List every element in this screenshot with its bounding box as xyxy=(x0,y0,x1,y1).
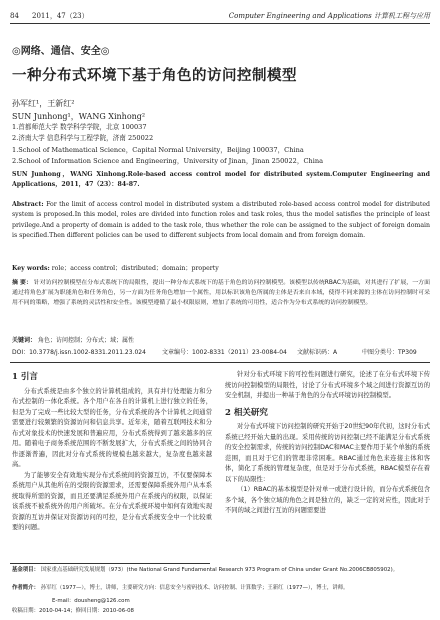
affiliation: 1.首都师范大学 数学科学学院，北京 100037 xyxy=(12,123,147,131)
email: E-mail：dousheng@126.com xyxy=(52,598,130,604)
article-meta xyxy=(12,347,430,359)
dates: 收稿日期：2010-04-14；修回日期：2010-06-08 xyxy=(12,608,134,614)
keywords-cn-text: 角色；访问控制；分布式；域；属性 xyxy=(37,337,134,344)
clc-number: 中图分类号：TP309 xyxy=(362,349,417,356)
affiliation: 1.School of Mathematical Science，Capital Normal University，Beijing 100037，China xyxy=(12,146,304,154)
footnote-author xyxy=(12,584,430,593)
section-heading: 2 相关研究 xyxy=(225,407,268,418)
document-code: 文献标识码：A xyxy=(297,349,338,356)
citation: SUN Junhong，WANG Xinhong.Role-based access control model for distributed system.Computer Engineering and Applications，2011，47（23）：84-87. xyxy=(12,171,430,189)
keywords-en-text: role；access control；distributed；domain；property xyxy=(51,265,219,272)
paragraph: 对分布式环境下访问控制的研究开始于20世纪90年代初，这时分布式系统已经开始大量的出现。采用传统的访问控制已经不能满足分布式系统的安全控制需求，传统的访问控制DAC和MAC主要作用于某个单独的系统范围，而且对于它们的管理非常困难。RBAC通过角色来连接主体和客体，简化了系统的管理复杂度，但是对于分布式系统，RBAC模型存在着以下的局限性： xyxy=(225,423,430,483)
issue-info: 2011，47（23） xyxy=(32,12,89,20)
authors-cn: 孙军红¹，王新红² xyxy=(12,99,75,108)
authors-en: SUN Junhong¹，WANG Xinhong² xyxy=(12,112,146,121)
paragraph: 针对分布式环境下的可控性问题进行研究，论述了在分布式环境下传统访问控制模型的局限性，讨论了分布式环境多个域之间进行资源互访的安全机制，并提出一种基于角色的分布式环境访问控制模型。 xyxy=(225,371,430,399)
paragraph: （1）RBAC的基本模型是针对单一或进行设计的，而分布式系统包含多个域，各个独立域的角色之间是独立的，缺乏一定的对应性，因此对于不同的域之间进行互访的问题需要进 xyxy=(225,486,430,514)
abstract-en-label: Abstract: xyxy=(12,201,44,208)
doi: DOI：10.3778/j.issn.1002-8331.2011.23.024 xyxy=(12,349,146,356)
fund-label: 基金项目： xyxy=(12,567,39,573)
keywords-en-label: Key words: xyxy=(12,265,50,272)
affiliation: 2.School of Information Science and Engineering，University of Jinan，Jinan 250022，China xyxy=(12,157,324,165)
section-heading: 1 引言 xyxy=(12,372,38,382)
left-column xyxy=(12,370,212,534)
keywords-cn xyxy=(12,335,134,344)
affiliation: 2.济南大学 信息科学与工程学院，济南 250022 xyxy=(12,134,154,142)
keywords-en xyxy=(12,263,430,272)
paragraph: 为了能够安全有效地实现分布式系统间的资源互访，不仅要保障本系统用户从其他所在的受限的资源需求，还需要保障系统外用户从本系统取得所需的资源，而且还要满足系统外用户在系统内的权限，以保证该系统不被系统外的用户所破坏。在分布式系统环境中如何有效地实现资源的互访并保证对资源访问的可控，是分布式系统安全中一个比较重要的问题。 xyxy=(12,471,212,531)
fund-text: 国家重点基础研究发展规划（973）(the National Grand Fundamental Research 973 Program of China under Grant No.2006CB805902)。 xyxy=(40,567,399,573)
abstract-en xyxy=(12,200,430,242)
abstract-cn-label: 摘 要： xyxy=(12,280,32,286)
running-header xyxy=(10,8,430,24)
paragraph: 分布式系统是由多个独立的计算机组成的，具有并行处理能力和分布式控制的一体化系统。各个用户在各自的计算机上进行独立的任务，但是为了完成一些比较大型的任务，分布式系统的各个计算机之间通常需要进行较频繁的资源访问和信息共享。近年来，随着互联网技术和分布式对象技术的快速发展和普遍应用，分布式系统得到了越来越多的应用。随着电子商务系统范围的不断发展扩大，分布式系统之间的协同合作逐渐普遍，因此对分布式系统的规模也越来越大，复杂度也越来越高。 xyxy=(12,387,212,468)
page-number: 84 xyxy=(10,12,19,20)
divider xyxy=(10,362,430,363)
keywords-cn-label: 关键词： xyxy=(12,337,37,344)
right-column xyxy=(225,370,430,517)
footnote-fund xyxy=(12,566,430,575)
abstract-cn-text: 针对访问控制模型在分布式系统下的局限性，提出一种分布式系统下的基于角色的访问控制模型。该模型以传统RBAC为基础，对其进行了扩展，一方面通过将角色扩展为职能角色和任务角色，另一方面为任务角色增加一个属性，用以标识该角色所属的主体是否来自本域，使得不同来源的主体在访问控制时可采用不同的策略，增强了系统的灵活性和安全性。该模型遵循了最小权限原则，增加了系统的可用性，适合作为分布式系统的访问控制模型。 xyxy=(12,280,430,307)
paper-title: 一种分布式环境下基于角色的访问控制模型 xyxy=(12,67,297,84)
footnote-divider xyxy=(10,563,210,564)
journal-name: Computer Engineering and Applications 计算机工程与应用 xyxy=(228,12,430,20)
section-label: ◎网络、通信、安全◎ xyxy=(12,46,110,57)
article-number: 文章编号：1002-8331（2011）23-0084-04 xyxy=(162,349,287,356)
author-label: 作者简介： xyxy=(12,585,39,591)
abstract-cn xyxy=(12,278,430,309)
author-text: 孙军红（1977—），博士，讲师，主要研究方向：信息安全与密码技术、访问控制、计算数学；王新红（1977—），博士，讲师。 xyxy=(40,585,349,591)
abstract-en-text: For the limit of access control model in distributed system a distributed role-based access control model for distributed system is proposed.In this model, roles are divided into function roles and task roles, thus the model satisfies the principle of least privilege.And a property of domain is added to the task role, thus whether the role can be assigned to the subject of foreign domain is specified.Then different policies can be used to different subjects from local domain and from foreign domain. xyxy=(12,201,430,240)
